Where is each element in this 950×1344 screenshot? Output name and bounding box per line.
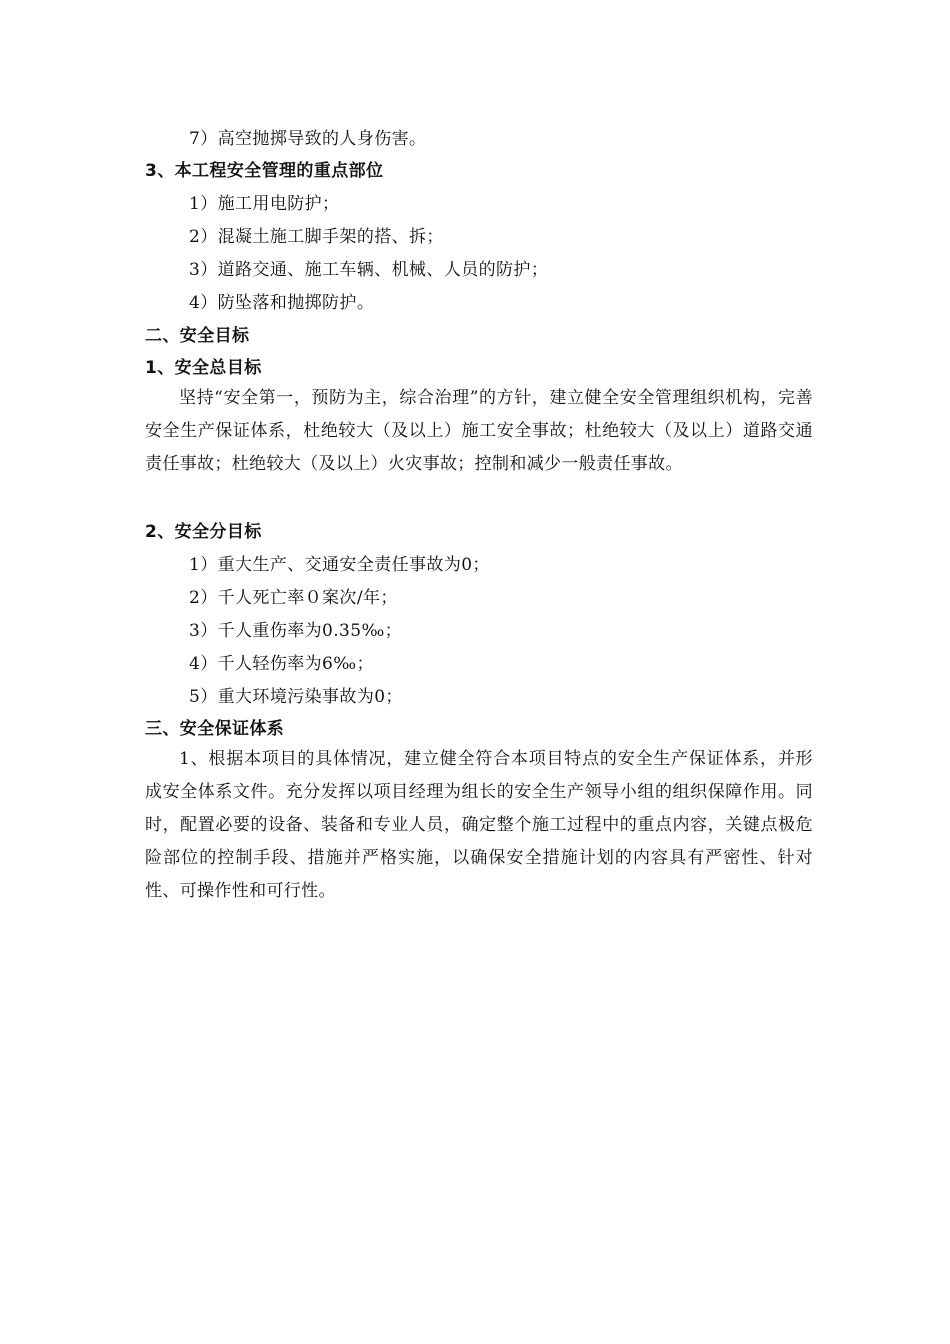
heading-safety-goals: 二、安全目标 [145,326,250,346]
heading-guarantee-system: 三、安全保证体系 [145,719,285,739]
sub-goal-item-1: 1）重大生产、交通安全责任事故为0； [189,555,490,575]
key-part-item-2: 2）混凝土施工脚手架的搭、拆； [189,227,444,247]
sub-goal-item-3: 3）千人重伤率为0.35‰； [189,621,403,641]
key-part-item-1: 1）施工用电防护； [189,194,340,214]
heading-key-parts: 3、本工程安全管理的重点部位 [145,161,384,181]
risk-item-7: 7）高空抛掷导致的人身伤害。 [189,129,427,149]
key-part-item-4: 4）防坠落和抛掷防护。 [189,293,375,313]
key-part-item-3: 3）道路交通、施工车辆、机械、人员的防护； [189,260,549,280]
sub-goal-item-2: 2）千人死亡率０案次/年； [189,588,398,608]
heading-overall-goal: 1、安全总目标 [145,358,262,378]
guarantee-paragraph: 1、根据本项目的具体情况，建立健全符合本项目特点的安全生产保证体系，并形成安全体系文件。充分发挥以项目经理为组长的安全生产领导小组的组织保障作用。同时，配置必要的设备、装备和专业人员，确定整个施工过程中的重点内容，关键点极危险部位的控制手段、措施并严格实施，以确保安全措施计划的内容具有严密性、针对性、可操作性和可行性。 [145,749,813,901]
sub-goal-item-4: 4）千人轻伤率为6‰； [189,654,374,674]
overall-goal-paragraph: 坚持“安全第一，预防为主，综合治理”的方针，建立健全安全管理组织机构，完善安全生产保证体系，杜绝较大（及以上）施工安全事故；杜绝较大（及以上）道路交通责任事故；杜绝较大（及以上）火灾事故；控制和减少一般责任事故。 [145,388,813,474]
sub-goal-item-5: 5）重大环境污染事故为0； [189,687,403,707]
heading-sub-goals: 2、安全分目标 [145,522,262,542]
